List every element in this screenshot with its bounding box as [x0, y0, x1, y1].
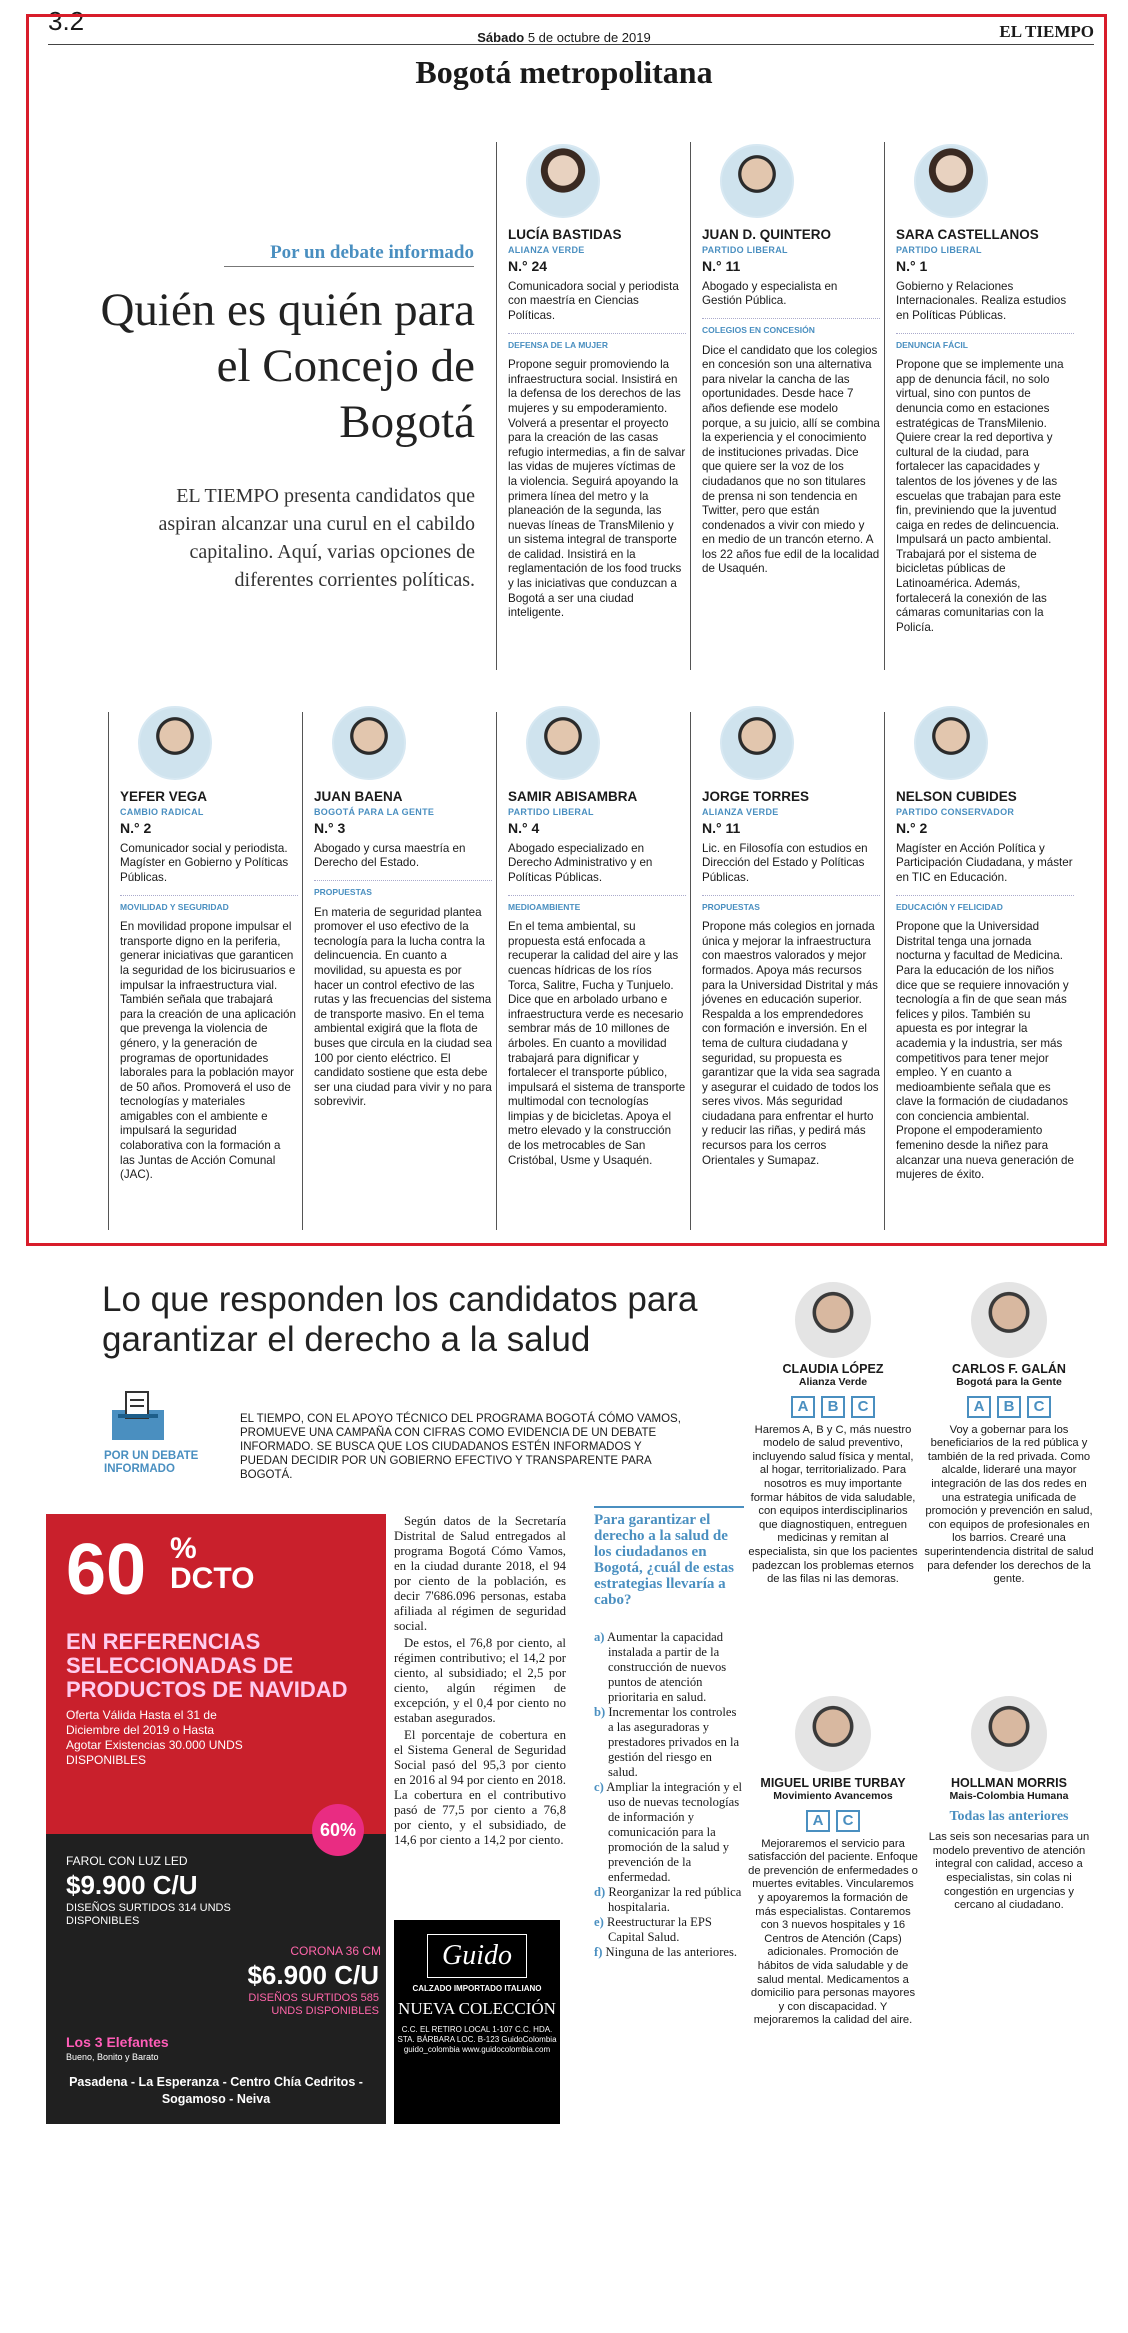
politician-choices — [924, 1396, 1094, 1418]
choice-mark: C — [1027, 1396, 1051, 1418]
candidate-card — [508, 144, 686, 621]
politician-answer: Mejoraremos el servicio para satisfacción del paciente. Enfoque de prevención de enfermedades o muertes evitables. Vincularemos y apoyaremos la formación de más especialistas. Contaremos con 3 nuevos hospitales y 16 Centros de Atención (Caps) adicionales. Promoción de hábitos de vida saludable y de salud mental. Medicamentos a domicilio para personas mayores y con discapacidad. Y mejoraremos la calidad del aire. — [748, 1837, 918, 2027]
ad-item2-price: $6.900 C/U — [247, 1960, 379, 1990]
candidate-photo — [720, 144, 794, 218]
option-letter: f) — [594, 1945, 603, 1959]
candidate-photo — [914, 144, 988, 218]
politician-card — [924, 1282, 1094, 1587]
candidate-bio: Magíster en Acción Política y Participación Ciudadana, y máster en TIC en Educación. — [896, 841, 1073, 884]
ad-percent: % — [170, 1532, 197, 1565]
candidate-number: N.° 2 — [896, 820, 928, 837]
choice-mark: B — [997, 1396, 1021, 1418]
candidate-party: ALIANZA VERDE — [508, 244, 585, 255]
politician-card — [748, 1696, 918, 2028]
politician-choice-label: Todas las anteriores — [949, 1808, 1069, 1824]
candidate-card — [896, 706, 1074, 1183]
politician-choices — [748, 1810, 918, 1832]
candidate-name: JORGE TORRES — [702, 789, 810, 804]
politician-answer: Las seis son necesarias para un modelo preventivo de atención integral con calidad, acceso a especialistas, sin colas ni congestión en urgencias y cercano al ciudadano. — [928, 1831, 1090, 1912]
ballot-box-icon — [108, 1388, 168, 1442]
candidate-topic: DENUNCIA FÁCIL — [896, 333, 1074, 353]
candidate-bio: Lic. en Filosofía con estudios en Dirección del Estado y Políticas Públicas. — [702, 841, 868, 884]
politician-photo — [971, 1282, 1047, 1358]
ad-dcto: DCTO — [170, 1562, 255, 1595]
date-day: Sábado — [477, 30, 525, 45]
politician-name: MIGUEL URIBE TURBAY — [760, 1776, 906, 1790]
campaign-text: EL TIEMPO, CON EL APOYO TÉCNICO DEL PROGRAMA BOGOTÁ CÓMO VAMOS, PROMUEVE UNA CAMPAÑA CON CIFRAS COMO EVIDENCIA DE UN DEBATE INFORMADO. SE BUSCA QUE LOS CIUDADANOS ESTÉN INFORMADOS Y PUEDAN DECIDIR POR UN GOBIERNO EFECTIVO Y TRANSPARENTE PARA BOGOTÁ. — [240, 1413, 681, 1481]
politician-photo — [795, 1282, 871, 1358]
kicker-rule — [224, 266, 474, 267]
article-paragraph: De estos, el 76,8 por ciento, al régimen contributivo; el 14,2 por ciento, al subsidiado; el 2,5 por ciento, algún régimen de excepción, y el 0,4 por ciento no estaban asegurados. — [394, 1636, 566, 1725]
choice-mark: A — [806, 1810, 830, 1832]
choice-mark: A — [791, 1396, 815, 1418]
ad-locations: Pasadena - La Esperanza - Centro Chía Cedritos - Sogamoso - Neiva — [69, 2075, 363, 2106]
ad-item1-name: FAROL CON LUZ LED — [66, 1854, 188, 1868]
date-text: 5 de octubre de 2019 — [527, 30, 651, 45]
column-divider — [496, 712, 497, 1230]
ad-item2-note: DISEÑOS SURTIDOS 585 UNDS DISPONIBLES — [248, 1992, 379, 2017]
candidate-card — [702, 706, 880, 1168]
candidate-name: LUCÍA BASTIDAS — [508, 227, 622, 242]
debate-label: POR UN DEBATE INFORMADO — [104, 1450, 199, 1475]
ad-item1-price: $9.900 C/U — [66, 1870, 198, 1900]
candidate-topic: MEDIOAMBIENTE — [508, 895, 686, 915]
ad-badge: 60% — [312, 1804, 364, 1856]
candidate-topic: PROPUESTAS — [314, 880, 492, 900]
option-item — [594, 1885, 744, 1915]
politician-photo — [971, 1696, 1047, 1772]
candidate-photo — [720, 706, 794, 780]
candidate-card — [896, 144, 1074, 635]
option-text: Ampliar la integración y el uso de nuevas tecnologías de información y comunicación para la promoción de la salud y prevención de la enfermedad. — [606, 1780, 742, 1884]
kicker: Por un debate informado — [270, 242, 474, 263]
column-divider — [302, 712, 303, 1230]
candidate-bio: Abogado y cursa maestría en Derecho del Estado. — [314, 841, 466, 870]
candidate-proposal: En materia de seguridad plantea promover el uso efectivo de la tecnología para la lucha contra la delincuencia. En cuanto a movilidad, su apuesta es por hacer un control efectivo de las rutas y las frecuencias del sistema de transporte masivo. En el tema ambiental exigirá que la flota de buses que circula en la ciudad sea 100 por ciento eléctrico. El candidato sostiene que esta debe ser una ciudad para vivir y no para sobrevivir. — [314, 905, 492, 1109]
option-item — [594, 1705, 744, 1780]
option-letter: d) — [594, 1885, 606, 1899]
column-divider — [496, 142, 497, 670]
option-letter: b) — [594, 1705, 606, 1719]
candidate-number: N.° 11 — [702, 258, 741, 275]
candidate-party: PARTIDO CONSERVADOR — [896, 806, 1015, 817]
candidate-name: SAMIR ABISAMBRA — [508, 789, 638, 804]
choice-mark: C — [851, 1396, 875, 1418]
ad-discount: 60 — [66, 1530, 147, 1610]
candidate-name: YEFER VEGA — [120, 789, 208, 804]
candidate-proposal: En movilidad propone impulsar el transporte digno en la periferia, generar iniciativas que garanticen la seguridad de los bicirusuarios e impulsar la infraestructura vial. También señala que trabajará para la creación de una aplicación que prevenga la violencia de género, y la generación de programas de oportunidades laborales para la población mayor de 50 años. Promoverá el uso de tecnologías y materiales amigables con el ambiente e impulsará la seguridad colaborativa con la formación a las Juntas de Acción Comunal (JAC). — [120, 920, 296, 1182]
guido-collection: NUEVA COLECCIÓN — [398, 1999, 556, 2018]
candidate-bio: Comunicador social y periodista. Magíster en Gobierno y Políticas Públicas. — [120, 841, 289, 884]
choice-mark: A — [967, 1396, 991, 1418]
salud-question: Para garantizar el derecho a la salud de los ciudadanos en Bogotá, ¿cuál de estas estrategias llevaría a cabo? — [594, 1506, 744, 1608]
candidate-proposal: Propone más colegios en jornada única y mejorar la infraestructura con maestros valorados y mejor formados. Apoya más recursos para la Universidad Distrital y más jóvenes en educación superior. Respalda a los emprendedores con formación e inversión. En el tema de cultura ciudadana y seguridad, su propuesta es garantizar que la vida sea sagrada y asegurar el cuidado de todos los seres vivos. Más seguridad ciudadana para enfrentar el hurto y reducir las riñas, y pedirá más recursos para los cerros Orientales y Sumapaz. — [702, 920, 880, 1167]
politician-name: CARLOS F. GALÁN — [952, 1362, 1066, 1376]
candidate-topic: COLEGIOS EN CONCESIÓN — [702, 318, 880, 338]
candidate-card — [314, 706, 492, 1110]
candidate-number: N.° 1 — [896, 258, 928, 275]
candidate-proposal: Propone seguir promoviendo la infraestructura social. Insistirá en la defensa de los derechos de las mujeres y su empoderamiento. Volverá a presentar el proyecto para la creación de las casas refugio intermedias, a fin de salvar las vidas de mujeres víctimas de la violencia. Seguirá apoyando la primera línea del metro y la planeación de la segunda, las nuevas líneas de TransMilenio y un sistema integral de transporte de calidad. Insistirá en la reglamentación de los food trucks y las iniciativas que conduzcan a Bogotá a ser una ciudad inteligente. — [508, 358, 686, 620]
option-text: Ninguna de las anteriores. — [605, 1945, 738, 1959]
option-text: Aumentar la capacidad instalada a partir de la construcción de nuevos puntos de atención prioritaria en salud. — [606, 1630, 727, 1704]
candidate-proposal: Propone que se implemente una app de denuncia fácil, no solo virtual, sino con puntos de denuncia como en estaciones estratégicas de TransMilenio. Quiere crear la red deportiva y cultural de la ciudad, para fortalecer las capacidades y talentos de los jóvenes y de las escuelas que trabajan para este fin, previniendo que la juventud caiga en redes de delincuencia. Impulsará un pacto ambiental. Trabajará por el sistema de bicicletas públicas de Latinoamérica. Además, fortalecerá la conexión de las cámaras comunitarias con la Policía. — [896, 358, 1064, 634]
option-letter: e) — [594, 1915, 604, 1929]
candidate-name: JUAN BAENA — [314, 789, 403, 804]
politician-party: Movimiento Avancemos — [773, 1790, 893, 1802]
guido-tagline: CALZADO IMPORTADO ITALIANO — [412, 1984, 542, 1993]
guido-address: C.C. EL RETIRO LOCAL 1-107 C.C. HDA. STA. BÁRBARA LOC. B-123 GuidoColombia guido_colombia www.guidocolombia.com — [397, 2025, 557, 2054]
politician-party: Alianza Verde — [798, 1376, 868, 1388]
candidate-party: CAMBIO RADICAL — [120, 806, 204, 817]
candidate-photo — [526, 144, 600, 218]
politician-answer: Haremos A, B y C, más nuestro modelo de salud preventivo, incluyendo salud física y mental, al hogar, territorializado. Para nosotros es muy importante formar hábitos de vida saludable, con equipos interdisciplinarios que diagnostiquen, entreguen medicinas y remitan al especialista, sin que los pacientes padezcan los problemas eternos de las filas ni las demoras. — [748, 1423, 918, 1586]
column-divider — [884, 712, 885, 1230]
ad-validity: Oferta Válida Hasta el 31 de Diciembre del 2019 o Hasta Agotar Existencias 30.000 UNDS DISPONIBLES — [66, 1708, 243, 1767]
candidate-bio: Abogado especializado en Derecho Administrativo y en Políticas Públicas. — [508, 841, 653, 884]
candidate-card — [508, 706, 686, 1168]
politician-choices — [748, 1396, 918, 1418]
politician-card — [748, 1282, 918, 1587]
candidate-number: N.° 2 — [120, 820, 152, 837]
candidate-card — [702, 144, 880, 577]
candidate-photo — [138, 706, 212, 780]
options-list — [594, 1630, 744, 1960]
option-item — [594, 1945, 744, 1960]
candidate-name: SARA CASTELLANOS — [896, 227, 1039, 242]
candidate-number: N.° 3 — [314, 820, 346, 837]
guido-ad[interactable] — [394, 1920, 560, 2124]
politician-photo — [795, 1696, 871, 1772]
column-divider — [690, 712, 691, 1230]
masthead: EL TIEMPO — [999, 22, 1094, 41]
column-divider — [884, 142, 885, 670]
politician-party: Bogotá para la Gente — [956, 1376, 1062, 1388]
candidate-topic: PROPUESTAS — [702, 895, 880, 915]
christmas-ad[interactable] — [46, 1514, 386, 2124]
candidate-topic: EDUCACIÓN Y FELICIDAD — [896, 895, 1074, 915]
main-headline: Quién es quién para el Concejo de Bogotá — [100, 284, 475, 448]
candidate-topic: DEFENSA DE LA MUJER — [508, 333, 686, 353]
option-text: Reestructurar la EPS Capital Salud. — [606, 1915, 712, 1944]
politician-name: HOLLMAN MORRIS — [951, 1776, 1067, 1790]
candidate-number: N.° 24 — [508, 258, 548, 275]
option-item — [594, 1780, 744, 1885]
candidate-topic: MOVILIDAD Y SEGURIDAD — [120, 895, 298, 915]
column-divider — [108, 712, 109, 1230]
politician-answer: Voy a gobernar para los beneficiarios de la red pública y también de la red privada. Como alcalde, lideraré una mayor integración de las dos redes en una estrategia unificada de promoción y prevención en salud, con equipos de profesionales en los barrios. Crearé una superintendencia distrital de salud para defender los derechos de la gente. — [924, 1423, 1094, 1586]
politician-party: Mais-Colombia Humana — [949, 1790, 1069, 1802]
option-text: Reorganizar la red pública hospitalaria. — [608, 1885, 742, 1914]
candidate-bio: Abogado y especialista en Gestión Pública. — [702, 279, 838, 308]
column-divider — [690, 142, 691, 670]
page-number: 3.2 — [48, 6, 85, 36]
ad-brand-sub: Bueno, Bonito y Barato — [66, 2052, 159, 2062]
candidate-party: PARTIDO LIBERAL — [508, 806, 594, 817]
politician-name: CLAUDIA LÓPEZ — [782, 1362, 884, 1376]
ad-refs: EN REFERENCIAS SELECCIONADAS DE PRODUCTOS DE NAVIDAD — [66, 1629, 348, 1702]
candidate-card — [120, 706, 298, 1183]
candidate-photo — [914, 706, 988, 780]
salud-article — [394, 1514, 566, 1850]
ad-brand: Los 3 Elefantes — [66, 2034, 169, 2050]
option-letter: c) — [594, 1780, 604, 1794]
salud-headline: Lo que responden los candidatos para garantizar el derecho a la salud — [102, 1280, 698, 1359]
candidate-number: N.° 11 — [702, 820, 741, 837]
candidate-name: JUAN D. QUINTERO — [702, 227, 832, 242]
option-item — [594, 1915, 744, 1945]
candidate-bio: Comunicadora social y periodista con maestría en Ciencias Políticas. — [508, 279, 679, 322]
article-paragraph: El porcentaje de cobertura en el Sistema General de Seguridad Social pasó del 95,3 por ciento en 2016 al 94 por ciento en 2018. La cobertura en el contributivo pasó de 77,5 por ciento a 76,8 por ciento, y el subsidiado, de 14,6 por ciento a 14,2 por ciento. — [394, 1728, 566, 1847]
candidate-party: PARTIDO LIBERAL — [702, 244, 788, 255]
candidate-proposal: Dice el candidato que los colegios en concesión son una alternativa para nivelar la cancha de las oportunidades. Desde hace 7 años defiende ese modelo porque, a su juicio, allí se combina la experiencia y el conocimiento de instituciones privadas. Dice que quiere ser la voz de los ciudadanos que no son titulares de prensa ni son tendencia en Twitter, pero que están condenados a vivir con miedo y en medio de un trancón eterno. A los 22 años fue edil de la localidad de Usaquén. — [702, 343, 880, 576]
candidate-party: BOGOTÁ PARA LA GENTE — [314, 806, 435, 817]
ad-item1-note: DISEÑOS SURTIDOS 314 UNDS DISPONIBLES — [66, 1902, 231, 1927]
candidate-proposal: En el tema ambiental, su propuesta está enfocada a recuperar la calidad del aire y las cuencas hídricas de los ríos Torca, Salitre, Fucha y Tunjuelo. Dice que en arbolado urbano e infraestructura verde es necesario sembrar más de 10 millones de árboles. En cuanto a movilidad trabajará para dignificar y fortalecer el transporte público, impulsará el sistema de transporte multimodal con tecnologías limpias y de bicicletas. Apoya el metro elevado y la construcción de los metrocables de San Cristóbal, Usme y Usaquén. — [508, 920, 686, 1167]
candidate-party: PARTIDO LIBERAL — [896, 244, 982, 255]
intro-text: EL TIEMPO presenta candidatos que aspiran alcanzar una curul en el cabildo capitalino. Aquí, varias opciones de diferentes corrientes políticas. — [158, 485, 475, 591]
guido-logo: Guido — [427, 1934, 527, 1978]
candidate-photo — [526, 706, 600, 780]
ad-item2-name: CORONA 36 CM — [290, 1944, 381, 1958]
candidate-name: NELSON CUBIDES — [896, 789, 1017, 804]
candidate-number: N.° 4 — [508, 820, 540, 837]
candidate-party: ALIANZA VERDE — [702, 806, 779, 817]
candidate-bio: Gobierno y Relaciones Internacionales. Realiza estudios en Políticas Públicas. — [896, 279, 1067, 322]
option-letter: a) — [594, 1630, 605, 1644]
choice-mark: C — [836, 1810, 860, 1832]
article-paragraph: Según datos de la Secretaría Distrital de Salud entregados al programa Bogotá Cómo Vamos, en la ciudad durante 2018, el 94 por ciento de la población, es decir 7'686.096 personas, estaba afiliada al régimen de seguridad social. — [394, 1514, 566, 1633]
option-text: Incrementar los controles a las aseguradoras y prestadores privados en la gestión del riesgo en salud. — [608, 1705, 740, 1779]
candidate-photo — [332, 706, 406, 780]
choice-mark: B — [821, 1396, 845, 1418]
candidate-proposal: Propone que la Universidad Distrital tenga una jornada nocturna y facultad de Medicina. Para la educación de los niños dice que se requiere innovación y tecnología a fin de que sean más felices y pilos. También su apuesta es por integrar la academia y la industria, ser más competitivos para tener mejor empleo. Y en cuanto a medioambiente señala que es clave la formación de ciudadanos con conciencia ambiental. Propone el empoderamiento femenino desde la niñez para alcanzar una nueva generación de mujeres de éxito. — [896, 920, 1074, 1182]
option-item — [594, 1630, 744, 1705]
section-title: Bogotá metropolitana — [415, 54, 713, 90]
politician-card — [924, 1696, 1094, 1913]
